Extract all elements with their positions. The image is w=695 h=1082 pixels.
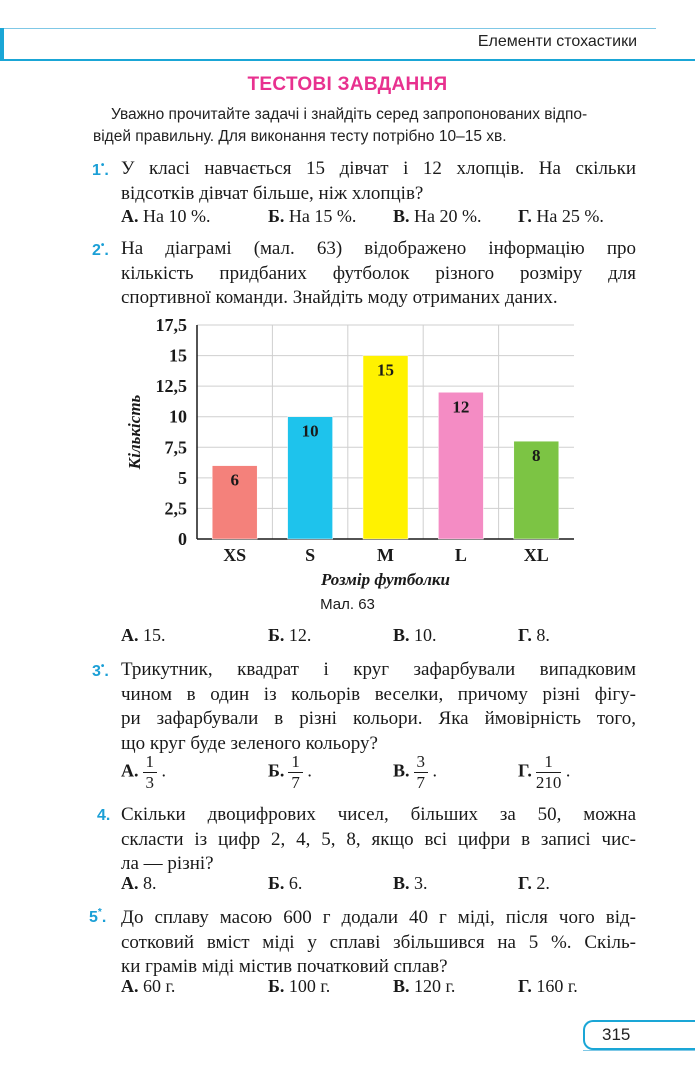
page-heading: ТЕСТОВІ ЗАВДАННЯ [247, 74, 448, 95]
q5-answer-b: Б. 100 г. [268, 976, 331, 996]
y-axis-title: Кількість [125, 394, 144, 470]
q3-text [121, 658, 636, 756]
q2-answer-b: Б. 12. [268, 625, 312, 645]
intro-line-2: відей правильну. Для виконання тесту потрібно 10–15 хв. [93, 128, 507, 145]
q1-line-1: У класі навчається 15 дівчат і 12 хлопців. На скільки [121, 158, 636, 179]
q2-answer-d: Г. 8. [518, 625, 550, 645]
y-tick-label: 15 [169, 345, 187, 366]
q3-line-3: ри зафарбували в різні кольори. Яка ймовірність того, [121, 708, 636, 729]
data-label: 8 [532, 446, 541, 466]
fraction: $\frac{1}{210}$ [535, 752, 562, 792]
q3-line-1: Трикутник, квадрат і круг зафарбували випадковим [121, 659, 636, 680]
q3-line-2: чином в один із кольорів веселки, причому різні фігу- [121, 683, 636, 705]
q5-answer-c: В. 120 г. [393, 976, 456, 996]
y-tick-label: 5 [178, 467, 187, 488]
q5-line-1: До сплаву масою 600 г додали 40 г міді, після чого від- [121, 907, 636, 928]
intro-line-1: Уважно прочитайте задачі і знайдіть серед запропонованих відпо- [111, 106, 588, 123]
q4-number: 4. [97, 807, 111, 824]
y-tick-label: 17,5 [155, 315, 187, 335]
q3-answer-d: Г. $\frac{1}{210}$ . [518, 752, 571, 792]
q4-line-3: ла — різні? [121, 853, 214, 874]
header-rule-top [0, 28, 656, 29]
y-tick-label: 12,5 [155, 376, 187, 397]
q1-answer-d: Г. На 25 %. [518, 206, 604, 226]
q5-answer-d: Г. 160 г. [518, 976, 578, 996]
y-tick-label: 0 [178, 529, 187, 549]
data-label: 10 [301, 421, 319, 441]
q3-answer-b: Б. $\frac{1}{7}$ . [268, 752, 312, 792]
q1-text [121, 157, 636, 206]
q5-line-3: ки грамів міді містив початковий сплав? [121, 956, 448, 977]
q2-line-1: На діаграмі (мал. 63) відображено інформацію про [121, 238, 636, 259]
q1-answer-b: Б. На 15 %. [268, 206, 357, 226]
figure-caption: Мал. 63 [320, 596, 375, 613]
q2-answer-c: В. 10. [393, 625, 437, 645]
q4-answer-d: Г. 2. [518, 873, 550, 893]
q4-line-2: скласти із цифр 2, 4, 5, 8, якщо всі цифри в записі чис- [121, 828, 636, 850]
q2-number: 2•. [92, 240, 109, 259]
q5-number: 5*. [89, 907, 107, 926]
q1-answer-a: А. На 10 %. [121, 206, 211, 226]
page-number-box [583, 1020, 695, 1050]
q2-text [121, 237, 636, 311]
x-axis-title: Розмір футболки [320, 570, 451, 589]
q2-answer-a: А. 15. [121, 625, 166, 645]
section-title: Елементи стохастики [477, 33, 637, 50]
q5-line-2: сотковий вміст міді у сплаві збільшився на 5 %. Скіль- [121, 931, 636, 953]
x-tick-label: M [377, 545, 394, 565]
q4-line-1: Скільки двоцифрових чисел, більших за 50, можна [121, 804, 636, 825]
x-tick-label: L [454, 545, 467, 565]
page-number: 315 [602, 1025, 631, 1044]
fraction: $\frac{3}{7}$ [414, 752, 429, 793]
q1-number: 1•. [92, 160, 109, 179]
q3-number: 3•. [92, 661, 109, 680]
q3-answer-c: В. $\frac{3}{7}$ . [393, 752, 438, 792]
q5-text [121, 906, 636, 980]
page-number-rule [583, 1050, 695, 1051]
q4-answer-b: Б. 6. [268, 873, 303, 893]
data-label: 15 [377, 360, 394, 380]
q3-answer-a: А. $\frac{1}{3}$ . [121, 752, 166, 792]
fraction: $\frac{1}{3}$ [143, 752, 158, 793]
q2-line-2: кількість придбаних футболок різного розміру для [121, 262, 636, 284]
data-label: 12 [452, 397, 470, 417]
q1-line-2: відсотків дівчат більше, ніж хлопців? [121, 182, 424, 204]
data-label: 6 [230, 470, 239, 490]
x-tick-label: S [305, 545, 316, 565]
x-tick-label: XL [523, 545, 549, 565]
bar-chart [0, 305, 695, 595]
q3-line-4: що круг буде зеленого кольору? [121, 732, 378, 754]
q5-answer-a: А. 60 г. [121, 976, 176, 996]
q4-text [121, 803, 636, 877]
y-tick-label: 7,5 [164, 437, 187, 458]
q4-answer-c: В. 3. [393, 873, 428, 893]
bar [363, 356, 408, 539]
y-tick-label: 10 [169, 406, 187, 427]
y-tick-label: 2,5 [164, 498, 187, 519]
q1-answer-c: В. На 20 %. [393, 206, 482, 226]
header-rule-bottom [0, 59, 695, 61]
intro-text [93, 104, 638, 148]
q2-line-3: спортивної команди. Знайдіть моду отриманих даних. [121, 287, 558, 308]
header-accent-bar [0, 28, 4, 60]
fraction: $\frac{1}{7}$ [288, 752, 303, 793]
x-tick-label: XS [223, 545, 247, 565]
q4-answer-a: А. 8. [121, 873, 157, 893]
